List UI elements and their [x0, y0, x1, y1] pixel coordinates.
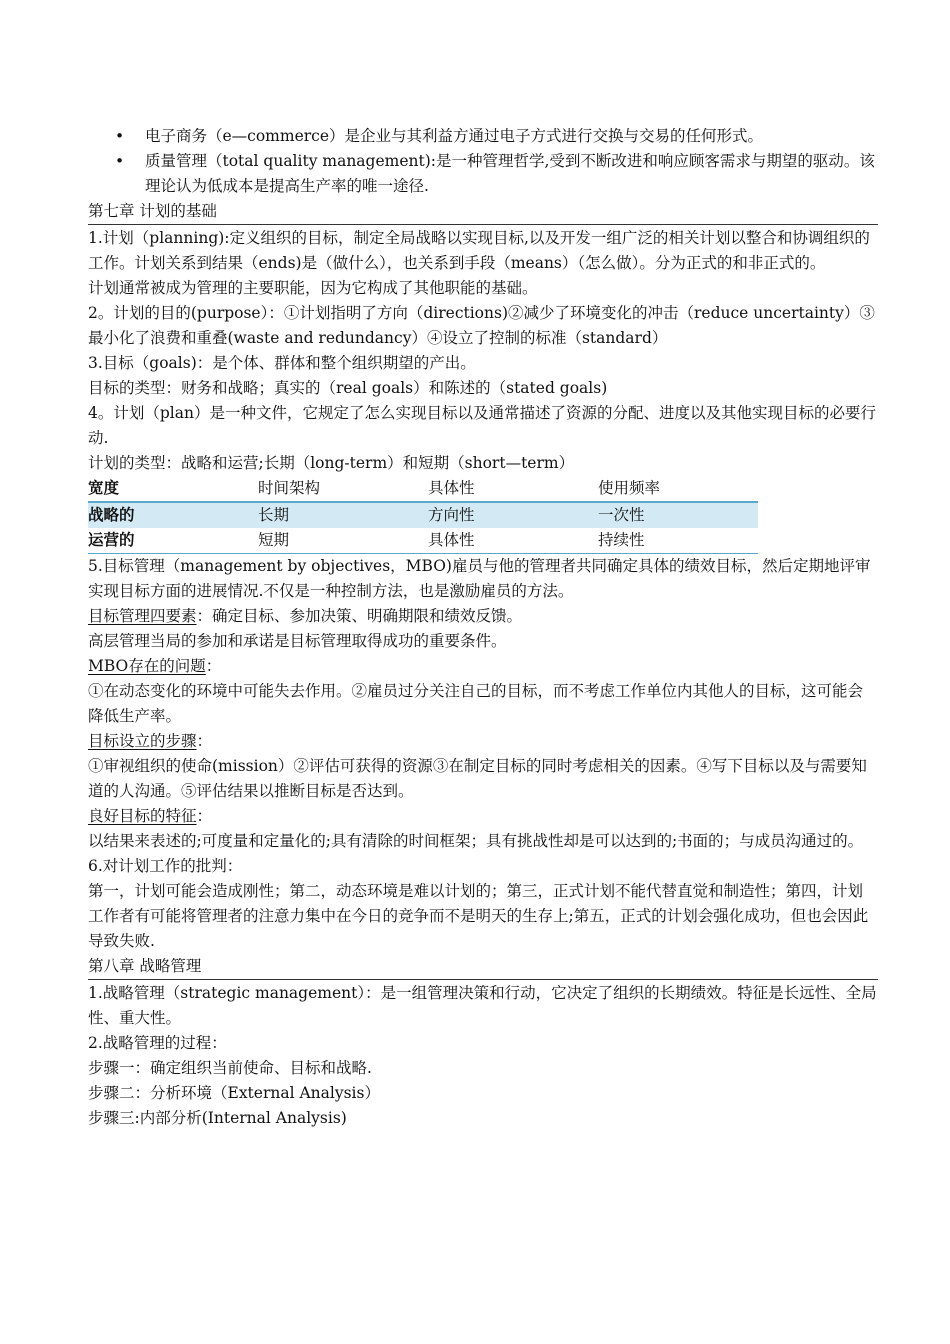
paragraph: 目标的类型：财务和战略；真实的（real goals）和陈述的（stated goals): [88, 379, 608, 397]
bullet-text: 质量管理（total quality management):是一种管理哲学,受到不断改进和响应顾客需求与期望的驱动。该理论认为低成本是提高生产率的唯一途径.: [145, 152, 875, 195]
table-cell: 具体性: [428, 476, 598, 502]
paragraph: [88, 654, 878, 679]
chapter-8-heading: 第八章 战略管理: [88, 954, 878, 980]
paragraph: ①在动态变化的环境中可能失去作用。②雇员过分关注自己的目标，而不考虑工作单位内其他人的目标，这可能会降低生产率。: [88, 682, 864, 725]
table-cell: 长期: [258, 502, 428, 528]
underlined-term: MBO存在的问题: [88, 657, 206, 675]
table-cell: 运营的: [88, 528, 258, 554]
underlined-term: 良好目标的特征: [88, 807, 197, 825]
paragraph: 4。计划（plan）是一种文件，它规定了怎么实现目标以及通常描述了资源的分配、进度以及其他实现目标的必要行动.: [88, 404, 876, 447]
bullet-list: [88, 124, 878, 199]
paragraph: 2。计划的目的(purpose）：①计划指明了方向（directions)②减少了环境变化的冲击（reduce uncertainty）③最小化了浪费和重叠(waste and redundancy）④设立了控制的标准（standard）: [88, 304, 875, 347]
table-cell: 使用频率: [598, 476, 758, 502]
table-row: [88, 528, 758, 554]
table-cell: 持续性: [598, 528, 758, 554]
paragraph-text: ：: [205, 657, 222, 675]
paragraph: 以结果来表述的;可度量和定量化的;具有清除的时间框架；具有挑战性却是可以达到的;书面的；与成员沟通过的。: [88, 832, 864, 850]
paragraph: 3.目标（goals)：是个体、群体和整个组织期望的产出。: [88, 354, 476, 372]
table-cell: 短期: [258, 528, 428, 554]
table-cell: 战略的: [88, 502, 258, 528]
bullet-dot-icon: •: [115, 152, 125, 170]
paragraph: 1.战略管理（strategic management）：是一组管理决策和行动，它决定了组织的长期绩效。特征是长远性、全局性、重大性。: [88, 984, 877, 1027]
plan-types-table: [88, 476, 758, 554]
paragraph: [88, 604, 878, 629]
paragraph: 第一，计划可能会造成刚性；第二，动态环境是难以计划的；第三，正式计划不能代替直觉和制造性；第四，计划工作者有可能将管理者的注意力集中在今日的竞争而不是明天的生存上;第五，正式的计划会强化成功，但也会因此导致失败.: [88, 882, 869, 950]
paragraph: 计划的类型：战略和运营;长期（long-term）和短期（short—term）: [88, 454, 575, 472]
table-cell: 一次性: [598, 502, 758, 528]
bullet-text: 电子商务（e—commerce）是企业与其利益方通过电子方式进行交换与交易的任何形式。: [145, 127, 764, 145]
paragraph-text: ：确定目标、参加决策、明确期限和绩效反馈。: [196, 607, 523, 625]
list-item: [88, 124, 878, 149]
table-header-row: [88, 476, 758, 502]
table-row: [88, 502, 758, 528]
paragraph: [88, 804, 878, 829]
list-item: [88, 149, 878, 199]
bullet-dot-icon: •: [115, 127, 125, 145]
chapter-7-heading: 第七章 计划的基础: [88, 199, 878, 225]
table-cell: 时间架构: [258, 476, 428, 502]
paragraph: 高层管理当局的参加和承诺是目标管理取得成功的重要条件。: [88, 632, 507, 650]
paragraph: [88, 729, 878, 754]
paragraph: ①审视组织的使命(mission）②评估可获得的资源③在制定目标的同时考虑相关的因素。④写下目标以及与需要知道的人沟通。⑤评估结果以推断目标是否达到。: [88, 757, 867, 800]
underlined-term: 目标设立的步骤: [88, 732, 197, 750]
paragraph: 步骤二：分析环境（External Analysis）: [88, 1084, 380, 1102]
document-page: [88, 124, 878, 1131]
paragraph: 步骤三:内部分析(Internal Analysis): [88, 1109, 347, 1127]
table-cell: 宽度: [88, 476, 258, 502]
paragraph: 计划通常被成为管理的主要职能，因为它构成了其他职能的基础。: [88, 279, 538, 297]
paragraph-text: ：: [196, 807, 213, 825]
paragraph: 6.对计划工作的批判：: [88, 857, 243, 875]
paragraph: 1.计划（planning):定义组织的目标，制定全局战略以实现目标,以及开发一组广泛的相关计划以整合和协调组织的工作。计划关系到结果（ends)是（做什么），也关系到手段（means）（怎么做）。分为正式的和非正式的。: [88, 229, 870, 272]
paragraph: 步骤一：确定组织当前使命、目标和战略.: [88, 1059, 372, 1077]
table-cell: 方向性: [428, 502, 598, 528]
paragraph: 2.战略管理的过程：: [88, 1034, 227, 1052]
table-cell: 具体性: [428, 528, 598, 554]
paragraph-text: ：: [196, 732, 213, 750]
paragraph: 5.目标管理（management by objectives，MBO)雇员与他的管理者共同确定具体的绩效目标，然后定期地评审实现目标方面的进展情况.不仅是一种控制方法，也是激励雇员的方法。: [88, 557, 871, 600]
underlined-term: 目标管理四要素: [88, 607, 197, 625]
